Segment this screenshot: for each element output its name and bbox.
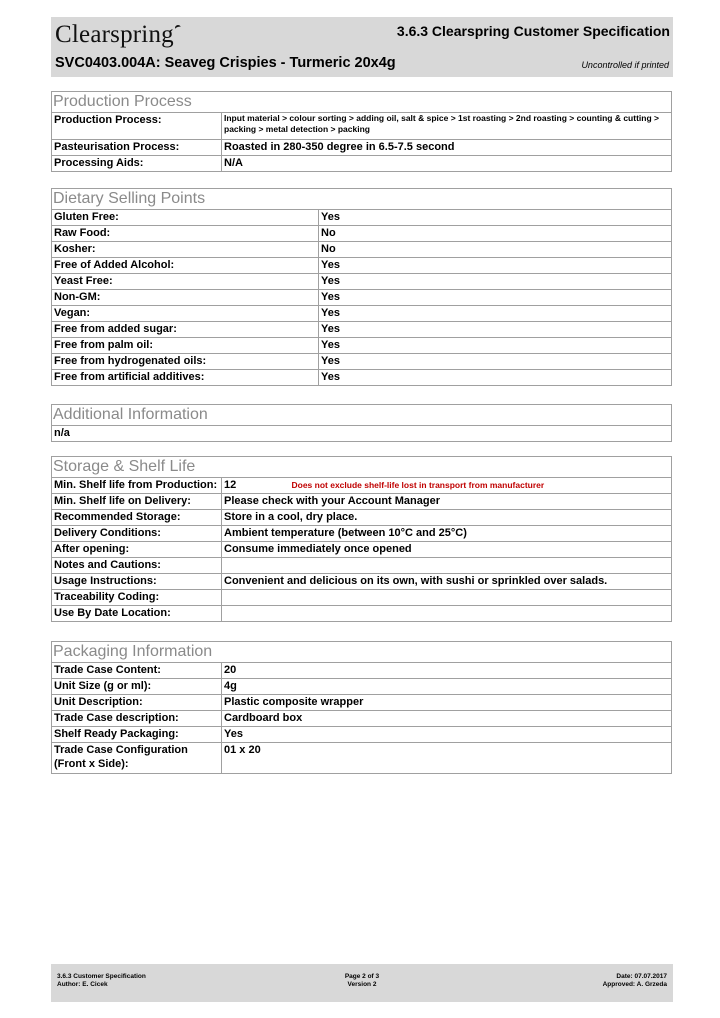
after-opening-value: Consume immediately once opened bbox=[222, 542, 672, 558]
dietary-section bbox=[51, 188, 672, 386]
kosher-label: Kosher: bbox=[52, 242, 319, 258]
production-heading: Production Process bbox=[52, 92, 672, 113]
notes-cautions-label: Notes and Cautions: bbox=[52, 558, 222, 574]
vegan-value: Yes bbox=[319, 306, 672, 322]
non-gm-value: Yes bbox=[319, 290, 672, 306]
product-title: SVC0403.004A: Seaveg Crispies - Turmeric 20x4g bbox=[55, 55, 396, 71]
hydrogenated-oils-label: Free from hydrogenated oils: bbox=[52, 354, 319, 370]
yeast-free-value: Yes bbox=[319, 274, 672, 290]
usage-instructions-value: Convenient and delicious on its own, with sushi or sprinkled over salads. bbox=[222, 574, 672, 590]
shelf-life-delivery-value: Please check with your Account Manager bbox=[222, 494, 672, 510]
artificial-additives-label: Free from artificial additives: bbox=[52, 370, 319, 386]
use-by-location-value bbox=[222, 606, 672, 622]
footer-approved: Approved: A. Grzeda bbox=[602, 981, 667, 988]
additional-text: n/a bbox=[52, 426, 672, 442]
alcohol-free-value: Yes bbox=[319, 258, 672, 274]
added-sugar-label: Free from added sugar: bbox=[52, 322, 319, 338]
delivery-conditions-label: Delivery Conditions: bbox=[52, 526, 222, 542]
yeast-free-label: Yeast Free: bbox=[52, 274, 319, 290]
unit-description-value: Plastic composite wrapper bbox=[222, 695, 672, 711]
trade-case-description-label: Trade Case description: bbox=[52, 711, 222, 727]
packaging-section bbox=[51, 641, 672, 774]
spec-title: 3.6.3 Clearspring Customer Specification bbox=[396, 23, 670, 39]
shelf-life-note: Does not exclude shelf-life lost in transport from manufacturer bbox=[290, 478, 672, 494]
page-header bbox=[51, 17, 673, 77]
unit-description-label: Unit Description: bbox=[52, 695, 222, 711]
shelf-life-delivery-label: Min. Shelf life on Delivery: bbox=[52, 494, 222, 510]
trade-case-configuration-value: 01 x 20 bbox=[222, 743, 672, 774]
packaging-heading: Packaging Information bbox=[52, 642, 672, 663]
clearspring-logo: Clearspring bbox=[55, 21, 174, 48]
production-section bbox=[51, 91, 672, 172]
logo-swoosh-icon bbox=[174, 24, 182, 32]
footer-right bbox=[603, 973, 667, 989]
after-opening-label: After opening: bbox=[52, 542, 222, 558]
page-footer bbox=[51, 964, 673, 1002]
shelf-life-production-label: Min. Shelf life from Production: bbox=[52, 478, 222, 494]
storage-section bbox=[51, 456, 672, 622]
pasteurisation-value: Roasted in 280-350 degree in 6.5-7.5 second bbox=[222, 140, 672, 156]
palm-oil-value: Yes bbox=[319, 338, 672, 354]
production-process-value: Input material > colour sorting > adding oil, salt & spice > 1st roasting > 2nd roasting > counting & cutting > packing > metal detection > packing bbox=[222, 113, 672, 140]
config-label-line-2: (Front x Side): bbox=[54, 758, 129, 770]
trade-case-description-value: Cardboard box bbox=[222, 711, 672, 727]
additional-section bbox=[51, 404, 672, 442]
additional-heading: Additional Information bbox=[52, 405, 672, 426]
shelf-ready-label: Shelf Ready Packaging: bbox=[52, 727, 222, 743]
pasteurisation-label: Pasteurisation Process: bbox=[52, 140, 222, 156]
trade-case-content-value: 20 bbox=[222, 663, 672, 679]
storage-heading: Storage & Shelf Life bbox=[52, 457, 672, 478]
palm-oil-label: Free from palm oil: bbox=[52, 338, 319, 354]
dietary-heading: Dietary Selling Points bbox=[52, 189, 672, 210]
processing-aids-value: N/A bbox=[222, 156, 672, 172]
added-sugar-value: Yes bbox=[319, 322, 672, 338]
footer-version: Version 2 bbox=[347, 981, 377, 988]
footer-doc-name: 3.6.3 Customer Specification bbox=[57, 973, 146, 980]
raw-food-value: No bbox=[319, 226, 672, 242]
notes-cautions-value bbox=[222, 558, 672, 574]
footer-page-number: Page 2 of 3 bbox=[344, 973, 380, 980]
traceability-coding-value bbox=[222, 590, 672, 606]
footer-date: Date: 07.07.2017 bbox=[616, 973, 667, 980]
trade-case-configuration-label bbox=[52, 743, 222, 774]
recommended-storage-label: Recommended Storage: bbox=[52, 510, 222, 526]
non-gm-label: Non-GM: bbox=[52, 290, 319, 306]
hydrogenated-oils-value: Yes bbox=[319, 354, 672, 370]
config-label-line-1: Trade Case Configuration bbox=[54, 744, 188, 756]
alcohol-free-label: Free of Added Alcohol: bbox=[52, 258, 319, 274]
shelf-ready-value: Yes bbox=[222, 727, 672, 743]
footer-middle bbox=[51, 973, 673, 989]
processing-aids-label: Processing Aids: bbox=[52, 156, 222, 172]
use-by-location-label: Use By Date Location: bbox=[52, 606, 222, 622]
delivery-conditions-value: Ambient temperature (between 10°C and 25°C) bbox=[222, 526, 672, 542]
usage-instructions-label: Usage Instructions: bbox=[52, 574, 222, 590]
unit-size-value: 4g bbox=[222, 679, 672, 695]
uncontrolled-notice: Uncontrolled if printed bbox=[581, 60, 669, 70]
gluten-free-value: Yes bbox=[319, 210, 672, 226]
vegan-label: Vegan: bbox=[52, 306, 319, 322]
trade-case-content-label: Trade Case Content: bbox=[52, 663, 222, 679]
traceability-coding-label: Traceability Coding: bbox=[52, 590, 222, 606]
shelf-life-production-value: 12 bbox=[222, 478, 290, 494]
raw-food-label: Raw Food: bbox=[52, 226, 319, 242]
production-process-label: Production Process: bbox=[52, 113, 222, 140]
footer-author: Author: E. Cicek bbox=[57, 981, 108, 988]
gluten-free-label: Gluten Free: bbox=[52, 210, 319, 226]
unit-size-label: Unit Size (g or ml): bbox=[52, 679, 222, 695]
kosher-value: No bbox=[319, 242, 672, 258]
artificial-additives-value: Yes bbox=[319, 370, 672, 386]
recommended-storage-value: Store in a cool, dry place. bbox=[222, 510, 672, 526]
